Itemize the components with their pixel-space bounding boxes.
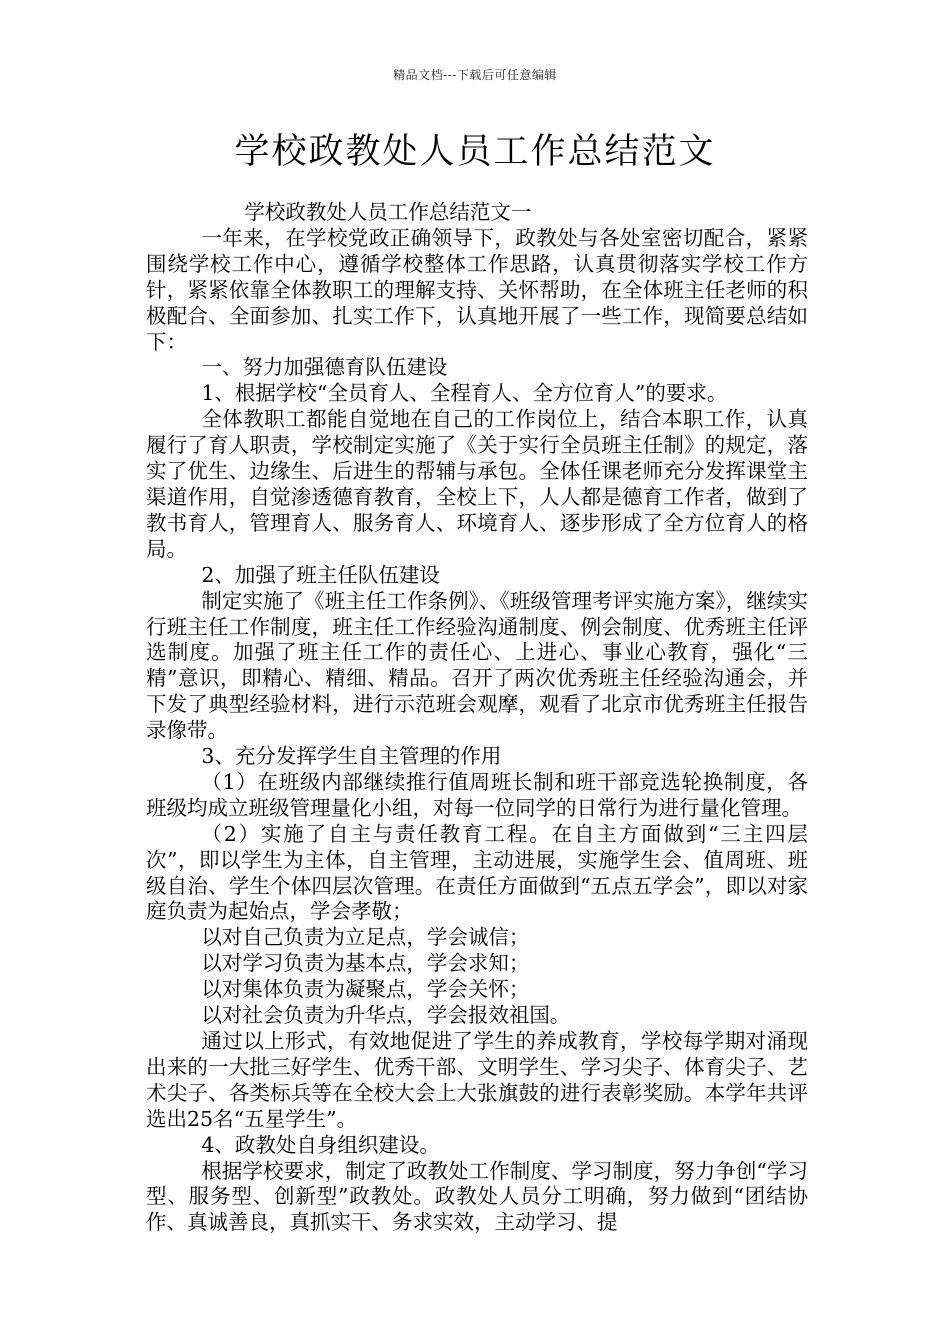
item-heading: 2、加强了班主任队伍建设 [201, 562, 440, 587]
item-heading: 1、根据学校“全员育人、全程育人、全方位育人”的要求。 [201, 381, 728, 406]
body-paragraph: 全体教职工都能自觉地在自己的工作岗位上，结合本职工作，认真履行了育人职责，学校制定实施了《关于实行全员班主任制》的规定，落实了优生、边缘生、后进生的帮辅与承包。全体任课老师充分发挥课堂主渠道作用，自觉渗透德育教育，全校上下，人人都是德育工作者，做到了教书育人，管理育人、服务育人、环境育人、逐步形成了全方位育人的格局。 [146, 407, 808, 561]
document-title: 学校政教处人员工作总结范文 [234, 132, 716, 172]
body-paragraph: 根据学校要求，制定了政教处工作制度、学习制度，努力争创“学习型、服务型、创新型”政教处。政教处人员分工明确，努力做到“团结协作、真诚善良，真抓实干、务求实效，主动学习、提 [146, 1158, 808, 1235]
body-paragraph: 通过以上形式，有效地促进了学生的养成教育，学校每学期对涌现出来的一大批三好学生、优秀干部、文明学生、学习尖子、体育尖子、艺术尖子、各类标兵等在全校大会上大张旗鼓的进行表彰奖励。本学年共评选出25名“五星学生”。 [146, 1029, 808, 1131]
document-body [146, 200, 808, 1236]
list-line: 以对学习负责为基本点，学会求知； [201, 951, 530, 976]
list-line: 以对社会负责为升华点，学会报效祖国。 [201, 1003, 571, 1028]
item-heading: 3、充分发挥学生自主管理的作用 [201, 744, 502, 769]
intro-paragraph: 一年来，在学校党政正确领导下，政教处与各处室密切配合，紧紧围绕学校工作中心，遵循学校整体工作思路，认真贯彻落实学校工作方针，紧紧依靠全体教职工的理解支持、关怀帮助，在全体班主任老师的积极配合、全面参加、扎实工作下，认真地开展了一些工作，现简要总结如下： [146, 225, 808, 354]
list-line: 以对集体负责为凝聚点，学会关怀； [201, 977, 530, 1002]
header-note: 精品文档---下载后可任意编辑 [393, 68, 557, 82]
section-heading: 一、努力加强德育队伍建设 [201, 355, 448, 380]
list-line: 以对自己负责为立足点，学会诚信； [201, 925, 530, 950]
body-paragraph: （1）在班级内部继续推行值周班长制和班干部竞选轮换制度，各班级均成立班级管理量化小组，对每一位同学的日常行为进行量化管理。 [146, 769, 808, 820]
section-subtitle: 学校政教处人员工作总结范文一 [244, 200, 532, 224]
item-heading: 4、政教处自身组织建设。 [201, 1132, 440, 1157]
body-paragraph: （2）实施了自主与责任教育工程。在自主方面做到“三主四层次”，即以学生为主体，自主管理，主动进展，实施学生会、值周班、班级自治、学生个体四层次管理。在责任方面做到“五点五学会”，即以对家庭负责为起始点，学会孝敬； [146, 821, 808, 924]
body-paragraph: 制定实施了《班主任工作条例》、《班级管理考评实施方案》，继续实行班主任工作制度，班主任工作经验沟通制度、例会制度、优秀班主任评选制度。加强了班主任工作的责任心、上进心、事业心教育，强化“三精”意识，即精心、精细、精品。召开了两次优秀班主任经验沟通会，并下发了典型经验材料，进行示范班会观摩，观看了北京市优秀班主任报告录像带。 [146, 588, 808, 743]
